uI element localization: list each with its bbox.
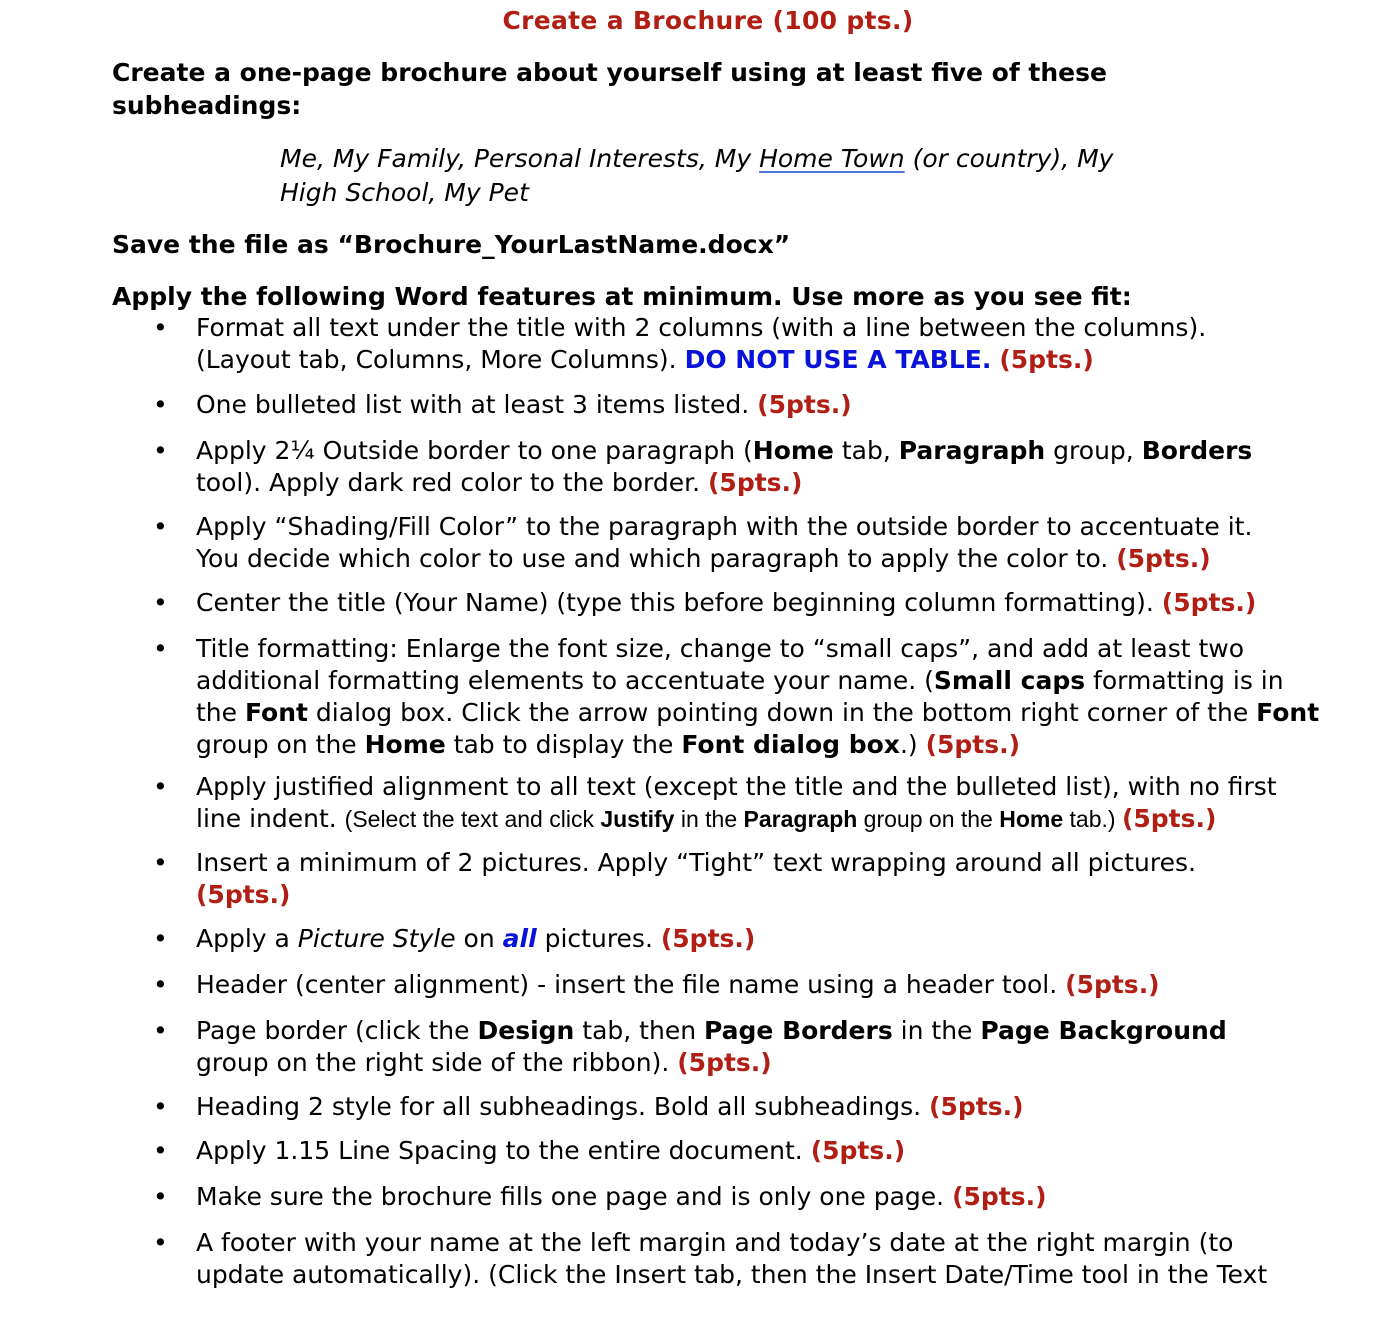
apply-heading: Apply the following Word features at minimum. Use more as you see fit: (112, 282, 1132, 311)
title-format-t2: formatting is in the (196, 666, 1284, 727)
list-item-footer (196, 1227, 1320, 1291)
title-format-t5: tab to display the (445, 730, 682, 759)
bullet-marker: • (153, 313, 168, 342)
page-border-design: Design (477, 1016, 575, 1045)
list-item-columns (196, 312, 1320, 376)
picture-style-all: all (502, 924, 537, 953)
justify-s2: in the (674, 806, 744, 832)
page-border-t2: tab, then (574, 1016, 704, 1045)
list-item-header (196, 969, 1320, 1001)
bullet-marker: • (153, 1228, 168, 1257)
picture-style-t3: pictures. (536, 924, 661, 953)
title-format-font: Font (244, 698, 308, 727)
points-label: (5pts.) (1121, 804, 1217, 833)
border-borders: Borders (1141, 436, 1253, 465)
points-label: (5pts.) (1161, 588, 1257, 617)
bullet-marker: • (153, 772, 168, 801)
border-t1: Apply 2¼ Outside border to one paragraph ( (196, 436, 753, 465)
shading-line1: Apply “Shading/Fill Color” to the paragraph with the outside border to accentuate it. (196, 512, 1253, 541)
bullet-marker: • (153, 436, 168, 465)
page-border-t3: in the (892, 1016, 981, 1045)
home-town-link[interactable]: Home Town (759, 144, 905, 173)
page-title: Create a Brochure (100 pts.) (502, 6, 914, 35)
list-item-pictures (196, 847, 1320, 911)
heading2-text: Heading 2 style for all subheadings. Bold all subheadings. (196, 1092, 930, 1121)
footer-line2: update automatically). (Click the Insert tab, then the Insert Date/Time tool in the Text (196, 1260, 1268, 1289)
picture-style-t1: Apply a (196, 924, 298, 953)
list-item-center-title (196, 587, 1320, 619)
points-label: (5pts.) (660, 924, 756, 953)
title-format-home: Home (364, 730, 446, 759)
border-paragraph: Paragraph (898, 436, 1046, 465)
justify-paragraph: Paragraph (743, 806, 858, 832)
justify-t1: Apply justified alignment to all text (except the title and the bulleted list), with no first line indent. (196, 772, 1277, 833)
footer-line1: A footer with your name at the left margin and today’s date at the right margin (to (196, 1228, 1234, 1257)
justify-home: Home (999, 806, 1064, 832)
points-label: (5pts.) (810, 1136, 906, 1165)
one-page-text: Make sure the brochure fills one page and is only one page. (196, 1182, 953, 1211)
subheadings-line2: High School, My Pet (280, 178, 529, 207)
justify-s3: group on the (857, 806, 1000, 832)
bullet-marker: • (153, 512, 168, 541)
columns-line2: (Layout tab, Columns, More Columns). (196, 345, 685, 374)
list-item-border (196, 435, 1320, 499)
list-item-justify (196, 771, 1320, 835)
points-label: (5pts.) (757, 390, 852, 419)
shading-line2: You decide which color to use and which paragraph to apply the color to. (196, 544, 1117, 573)
page-border-t4: group on the right side of the ribbon). (196, 1048, 678, 1077)
list-item-shading (196, 511, 1320, 575)
title-format-font-group: Font (1256, 698, 1320, 727)
header-text: Header (center alignment) - insert the file name using a header tool. (196, 970, 1066, 999)
intro-paragraph: Create a one-page brochure about yourself using at least five of these subheadings: (112, 58, 1107, 120)
subheadings-part2: (or country), My (904, 144, 1114, 173)
title-format-t6: .) (899, 730, 926, 759)
save-instruction: Save the file as “Brochure_YourLastName.docx” (112, 230, 791, 259)
bullet-marker: • (153, 1016, 168, 1045)
list-item-title-format (196, 633, 1320, 761)
border-t2: tab, (833, 436, 899, 465)
bullet-marker: • (153, 390, 168, 419)
page-border-page-borders: Page Borders (704, 1016, 893, 1045)
list-item-one-page (196, 1181, 1320, 1213)
points-label: (5pts.) (677, 1048, 772, 1077)
title-format-font-dialog: Font dialog box (681, 730, 900, 759)
points-label: (5pts.) (925, 730, 1021, 759)
subheadings-list (280, 142, 1180, 210)
list-item-page-border (196, 1015, 1320, 1079)
title-format-t1: Title formatting: Enlarge the font size, change to “small caps”, and add at least two additional formatting elements to accentuate your name. ( (196, 634, 1245, 695)
justify-s1: (Select the text and click (344, 806, 601, 832)
pictures-text: Insert a minimum of 2 pictures. Apply “Tight” text wrapping around all pictures. (196, 848, 1196, 877)
table-warning: DO NOT USE A TABLE. (684, 345, 992, 374)
bullet-marker: • (153, 924, 168, 953)
justify-s4: tab.) (1063, 806, 1122, 832)
title-format-small-caps: Small caps (933, 666, 1086, 695)
bullet-marker: • (153, 634, 168, 663)
list-item-heading2 (196, 1091, 1320, 1123)
points-label: (5pts.) (999, 345, 1094, 374)
bullet-marker: • (153, 970, 168, 999)
columns-line1: Format all text under the title with 2 columns (with a line between the columns). (196, 313, 1207, 342)
title-format-t3: dialog box. Click the arrow pointing down in the bottom right corner of the (307, 698, 1257, 727)
page-border-t1: Page border (click the (196, 1016, 478, 1045)
justify-justify: Justify (600, 806, 675, 832)
line-spacing-text: Apply 1.15 Line Spacing to the entire document. (196, 1136, 811, 1165)
picture-style-name: Picture Style (297, 924, 456, 953)
bullet-marker: • (153, 848, 168, 877)
subheadings-part1: Me, My Family, Personal Interests, My (280, 144, 760, 173)
points-label: (5pts.) (1116, 544, 1211, 573)
points-label: (5pts.) (708, 468, 803, 497)
bulleted-list-text: One bulleted list with at least 3 items listed. (196, 390, 758, 419)
points-label: (5pts.) (929, 1092, 1024, 1121)
border-t4: tool). Apply dark red color to the border. (196, 468, 708, 497)
page-border-page-background: Page Background (980, 1016, 1227, 1045)
bullet-marker: • (153, 588, 168, 617)
border-home: Home (752, 436, 834, 465)
title-format-t4: group on the (196, 730, 365, 759)
bullet-marker: • (153, 1136, 168, 1165)
points-label: (5pts.) (196, 880, 291, 909)
list-item-bulleted-list (196, 389, 1320, 421)
center-title-text: Center the title (Your Name) (type this before beginning column formatting). (196, 588, 1162, 617)
list-item-picture-style (196, 923, 1320, 955)
bullet-marker: • (153, 1182, 168, 1211)
list-item-line-spacing (196, 1135, 1320, 1167)
points-label: (5pts.) (952, 1182, 1047, 1211)
border-t3: group, (1045, 436, 1142, 465)
picture-style-t2: on (455, 924, 503, 953)
points-label: (5pts.) (1065, 970, 1160, 999)
bullet-marker: • (153, 1092, 168, 1121)
